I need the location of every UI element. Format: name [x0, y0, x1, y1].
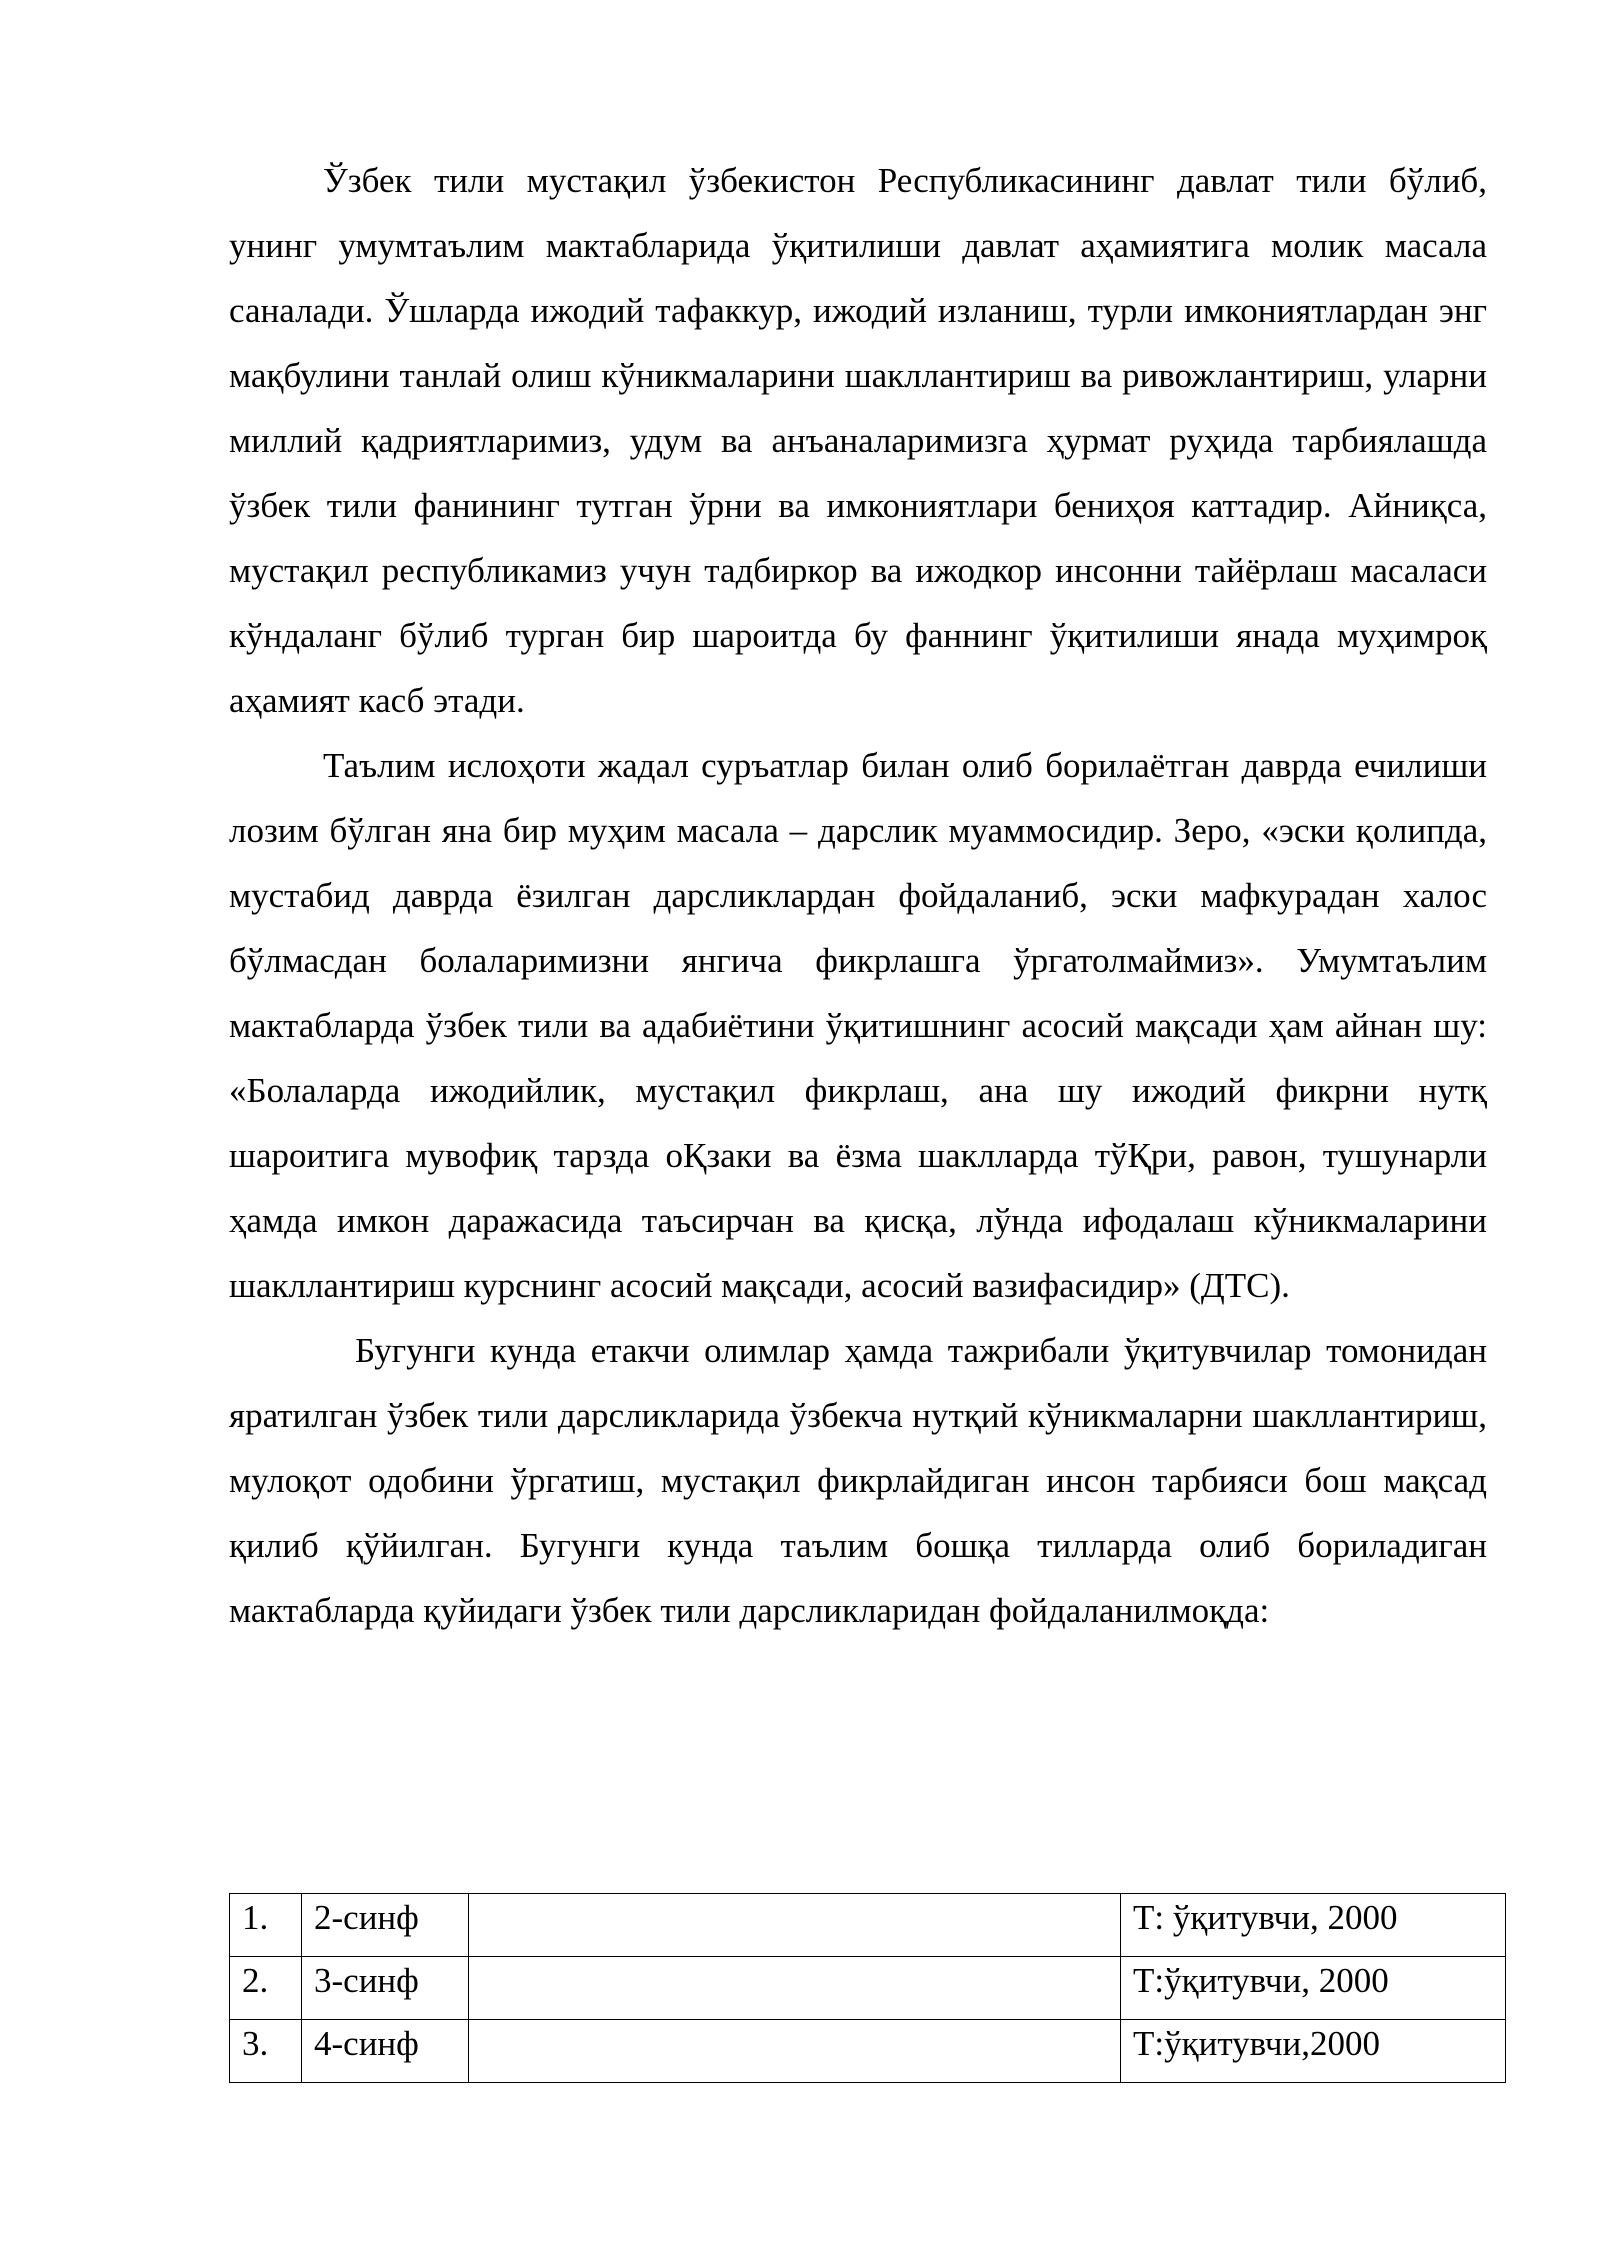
- publisher-cell: Т:ўқитувчи,2000: [1121, 2020, 1506, 2083]
- paragraph-3: Бугунги кунда етакчи олимлар ҳамда тажрибали ўқитувчилар томонидан яратилган ўзбек тили дарсликларида ўзбекча нутқий кўникмаларни шакллантириш, мулоқот одобини ўргатиш, мустақил фикрлайдиган инсон тарбияси бош мақсад қилиб қўйилган. Бугунги кунда таълим бошқа тилларда олиб бориладиган мактабларда қуйидаги ўзбек тили дарсликларидан фойдаланилмоқда:: [229, 1331, 1487, 1630]
- grade-cell: 2-синф: [302, 1894, 469, 1957]
- row-number: 1.: [230, 1894, 302, 1957]
- document-body: [229, 148, 1487, 1643]
- row-number: 2.: [230, 1957, 302, 2020]
- publisher-cell: Т: ўқитувчи, 2000: [1121, 1894, 1506, 1957]
- title-cell: [469, 1894, 1121, 1957]
- textbook-table: [229, 1893, 1506, 2083]
- table-row: [230, 1894, 1506, 1957]
- paragraph-2: Таълим ислоҳоти жадал суръатлар билан олиб борилаётган даврда ечилиши лозим бўлган яна бир муҳим масала – дарслик муаммосидир. Зеро, «эски қолипда, мустабид даврда ёзилган дарсликлардан фойдаланиб, эски мафкурадан халос бўлмасдан болаларимизни янгича фикрлашга ўргатолмаймиз». Умумтаълим мактабларда ўзбек тили ва адабиётини ўқитишнинг асосий мақсади ҳам айнан шу: «Болаларда ижодийлик, мустақил фикрлаш, ана шу ижодий фикрни нутқ шароитига мувофиқ тарзда оҚзаки ва ёзма шаклларда тўҚри, равон, тушунарли ҳамда имкон даражасида таъсирчан ва қисқа, лўнда ифодалаш кўникмаларини шакллантириш курснинг асосий мақсади, асосий вазифасидир» (ДТС).: [229, 746, 1487, 1305]
- title-cell: [469, 1957, 1121, 2020]
- publisher-cell: Т:ўқитувчи, 2000: [1121, 1957, 1506, 2020]
- row-number: 3.: [230, 2020, 302, 2083]
- title-cell: [469, 2020, 1121, 2083]
- paragraph-1: Ўзбек тили мустақил ўзбекистон Республикасининг давлат тили бўлиб, унинг умумтаълим мактабларида ўқитилиши давлат аҳамиятига молик масала саналади. Ўшларда ижодий тафаккур, ижодий изланиш, турли имкониятлардан энг мақбулини танлай олиш кўникмаларини шакллантириш ва ривожлантириш, уларни миллий қадриятларимиз, удум ва анъаналаримизга ҳурмат руҳида тарбиялашда ўзбек тили фанининг тутган ўрни ва имкониятлари бениҳоя каттадир. Айниқса, мустақил республикамиз учун тадбиркор ва ижодкор инсонни тайёрлаш масаласи кўндаланг бўлиб турган бир шароитда бу фаннинг ўқитилиши янада муҳимроқ аҳамият касб этади.: [229, 161, 1487, 720]
- table-row: [230, 2020, 1506, 2083]
- table-row: [230, 1957, 1506, 2020]
- grade-cell: 3-синф: [302, 1957, 469, 2020]
- grade-cell: 4-синф: [302, 2020, 469, 2083]
